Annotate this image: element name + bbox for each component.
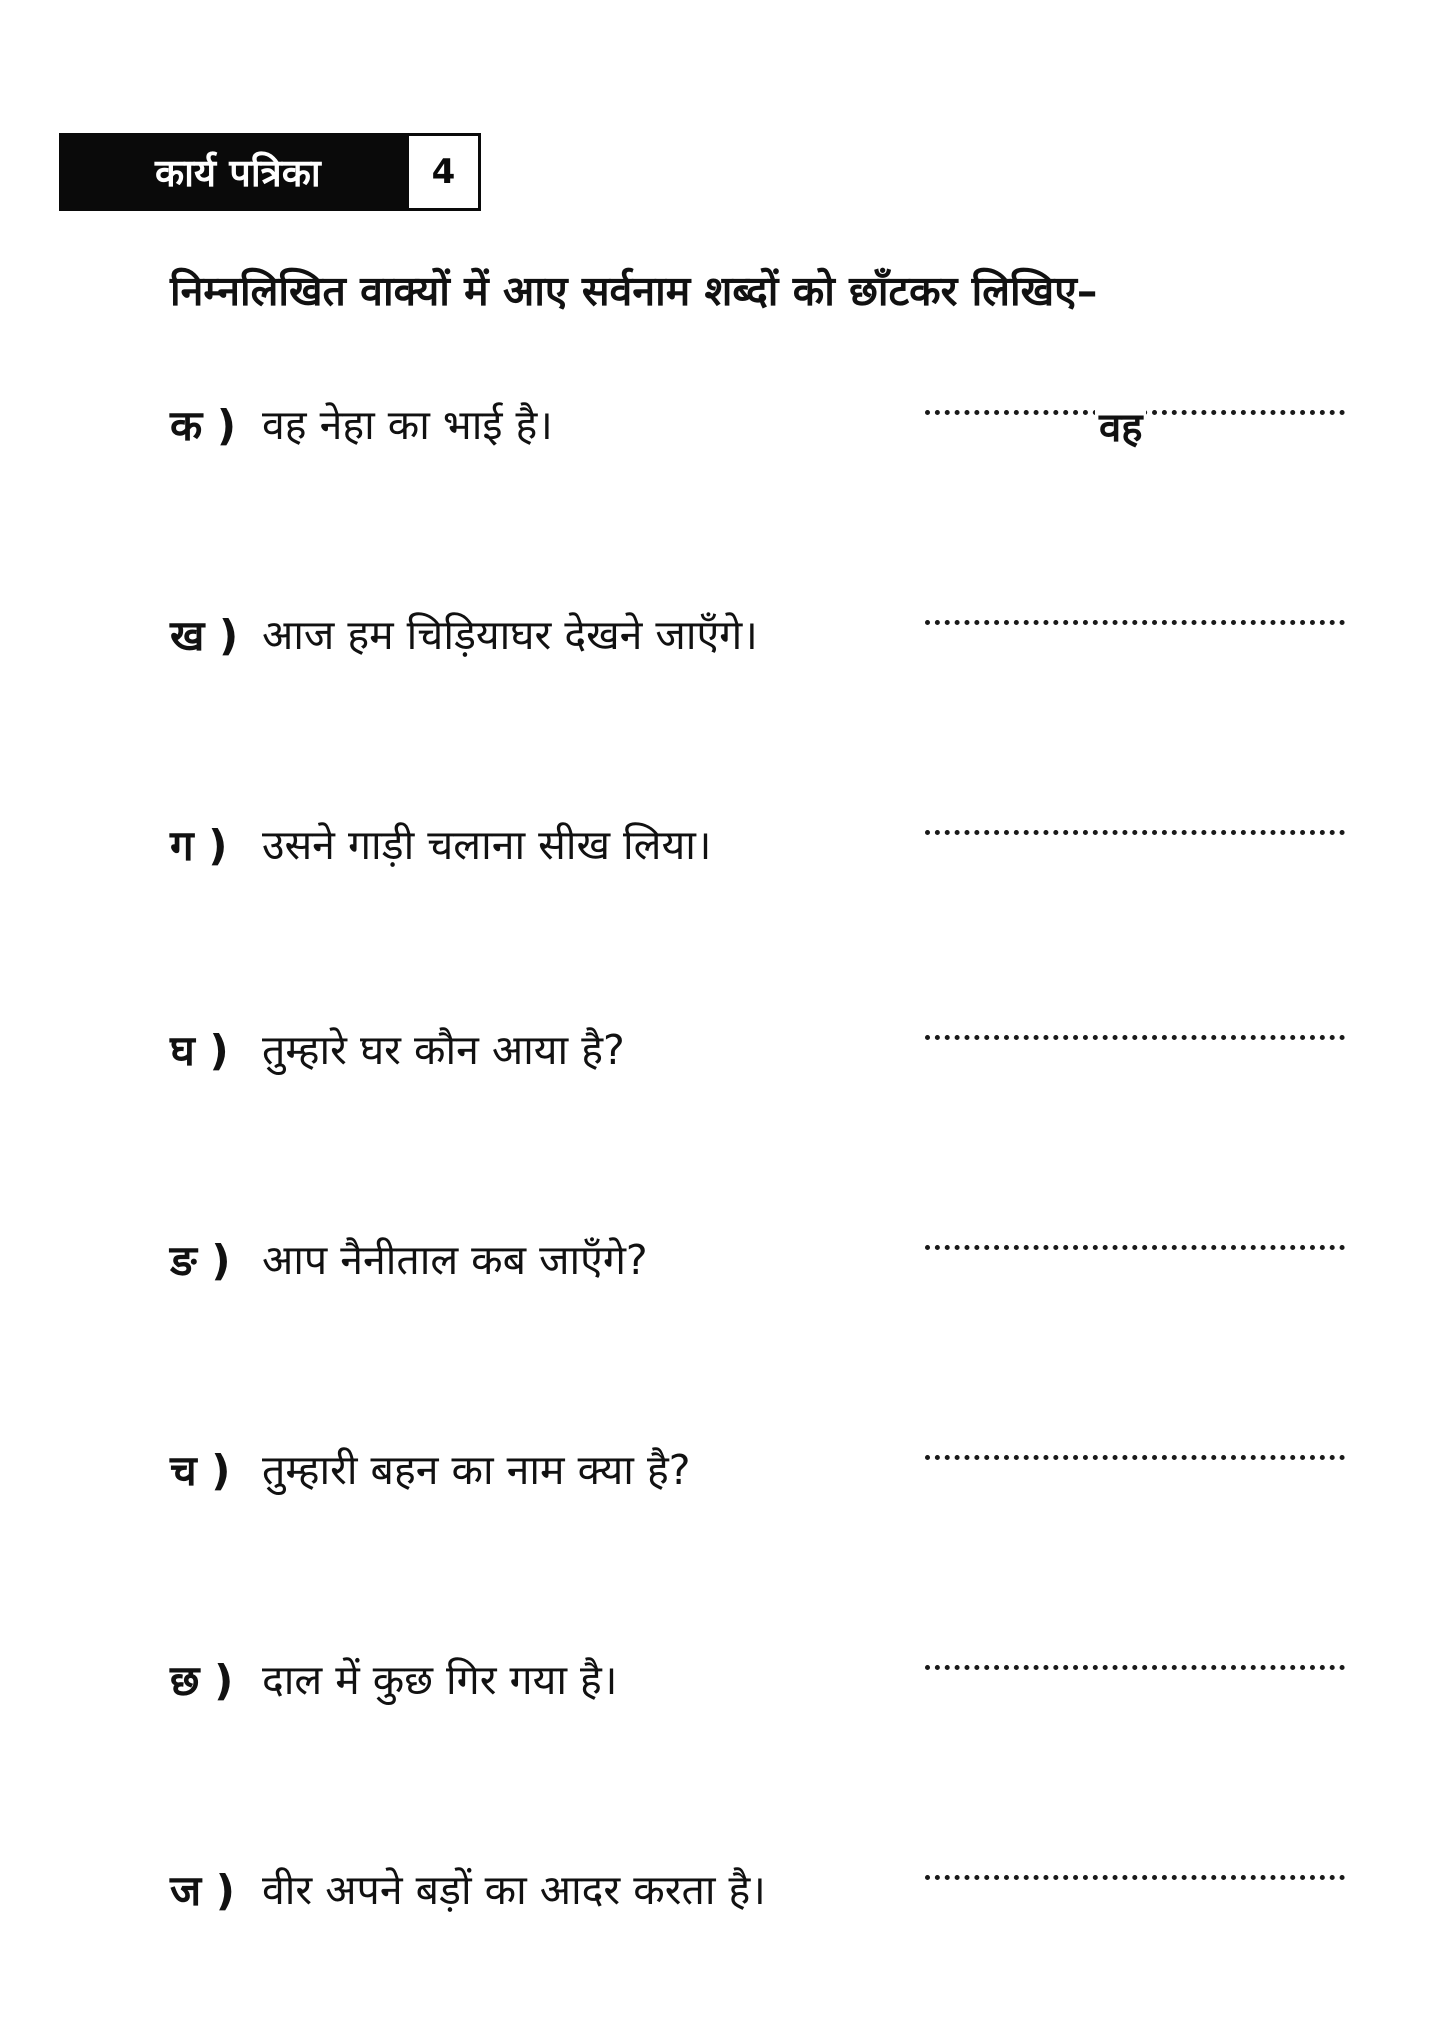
answer-text: वह [1095,398,1146,453]
question-letter: ग ) [170,821,228,870]
question-nga [170,1225,1350,1305]
question-ja [170,1855,1350,1935]
question-letter: छ ) [170,1656,234,1705]
answer-field[interactable] [925,1225,1345,1250]
question-sentence: वीर अपने बड़ों का आदर करता है। [262,1866,766,1914]
answer-field[interactable] [925,810,1345,835]
question-letter: घ ) [170,1026,229,1075]
question-sentence: उसने गाड़ी चलाना सीख लिया। [262,821,712,869]
question-sentence: आप नैनीताल कब जाएँगे? [262,1236,648,1284]
question-chha [170,1645,1350,1725]
answer-field[interactable] [925,600,1345,625]
question-sentence: दाल में कुछ गिर गया है। [262,1656,618,1704]
question-letter: ज ) [170,1866,235,1915]
question-cha [170,1435,1350,1515]
answer-field[interactable] [925,1645,1345,1670]
question-ga [170,810,1350,890]
instruction-text: निम्नलिखित वाक्यों में आए सर्वनाम शब्दों को छाँटकर लिखिए– [170,267,1098,315]
question-letter: ख ) [170,611,239,660]
question-letter: ङ ) [170,1236,231,1285]
answer-field[interactable] [925,390,1345,451]
answer-field[interactable] [925,1435,1345,1460]
question-ka [170,390,1350,470]
answer-field[interactable] [925,1855,1345,1880]
question-letter: च ) [170,1446,231,1495]
worksheet-header [59,133,481,211]
question-sentence: तुम्हारी बहन का नाम क्या है? [262,1446,691,1494]
question-sentence: आज हम चिड़ियाघर देखने जाएँगे। [262,611,758,659]
question-kha [170,600,1350,680]
worksheet-title: कार्य पत्रिका [59,133,409,211]
question-letter: क ) [170,401,237,450]
question-sentence: वह नेहा का भाई है। [262,401,553,449]
worksheet-number: 4 [409,133,481,211]
question-sentence: तुम्हारे घर कौन आया है? [262,1026,625,1074]
question-gha [170,1015,1350,1095]
answer-field[interactable] [925,1015,1345,1040]
